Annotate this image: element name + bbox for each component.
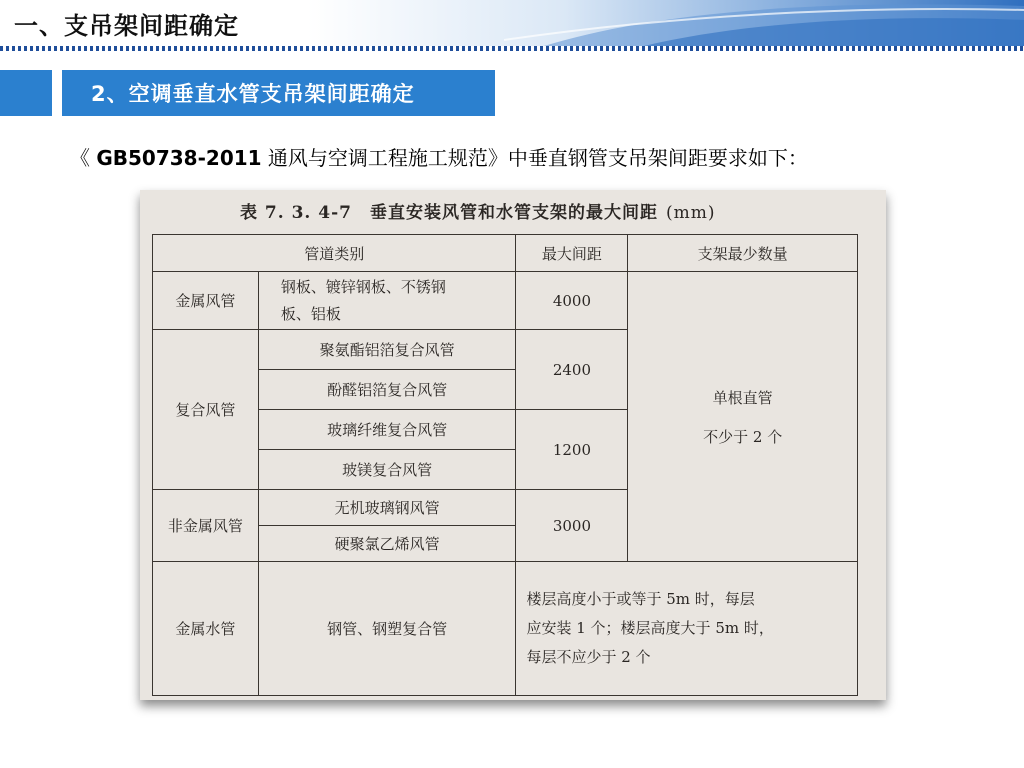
group-nonmetal-duct: 非金属风管 <box>153 490 259 562</box>
water-note-line3: 每层不应少于 2 个 <box>526 648 651 667</box>
cell-value-1200: 1200 <box>516 410 628 490</box>
cell-water-note <box>516 562 858 696</box>
cell-steel-sheet-line1: 钢板、镀锌钢板、不锈钢 <box>280 277 446 296</box>
cell-rigid-pvc: 硬聚氯乙烯风管 <box>258 526 516 562</box>
header-pipe-type: 管道类别 <box>153 235 516 272</box>
water-note-line2: 应安装 1 个；楼层高度大于 5m 时， <box>526 618 774 637</box>
cell-value-4000: 4000 <box>516 272 628 330</box>
cell-min-supports <box>628 272 858 562</box>
group-composite-duct: 复合风管 <box>153 330 259 490</box>
intro-code: GB50738-2011 <box>96 146 262 170</box>
scanned-table-image <box>140 190 886 700</box>
cell-pu-foil: 聚氨酯铝箔复合风管 <box>258 330 516 370</box>
cell-inorganic-frp: 无机玻璃钢风管 <box>258 490 516 526</box>
header-min-supports: 支架最少数量 <box>628 235 858 272</box>
cell-min-supports-line2: 不少于 2 个 <box>703 427 783 446</box>
table-caption <box>240 198 715 223</box>
intro-text <box>70 142 808 171</box>
table-row <box>153 272 858 330</box>
table-header-row <box>153 235 858 272</box>
cell-value-2400: 2400 <box>516 330 628 410</box>
section-label-box <box>62 70 495 116</box>
header-max-spacing: 最大间距 <box>516 235 628 272</box>
group-metal-duct: 金属风管 <box>153 272 259 330</box>
cell-steel-sheet <box>258 272 516 330</box>
cell-value-3000: 3000 <box>516 490 628 562</box>
section-title: 2、空调垂直水管支吊架间距确定 <box>91 82 415 106</box>
cell-glass-mag: 玻镁复合风管 <box>258 450 516 490</box>
water-note-line1: 楼层高度小于或等于 5m 时，每层 <box>526 589 755 608</box>
header-swoosh-decoration <box>504 0 1024 46</box>
cell-min-supports-line1: 单根直管 <box>712 388 773 407</box>
intro-body: 通风与空调工程施工规范》中垂直钢管支吊架间距要求如下： <box>261 146 808 170</box>
header-band <box>0 0 1024 46</box>
table-caption-text: 表 7. 3. 4-7 垂直安装风管和水管支架的最大间距 <box>240 203 658 223</box>
group-metal-water: 金属水管 <box>153 562 259 696</box>
section-accent-block <box>0 70 52 116</box>
page-title: 一、支吊架间距确定 <box>14 12 239 40</box>
cell-glass-fiber: 玻璃纤维复合风管 <box>258 410 516 450</box>
cell-phenolic-foil: 酚醛铝箔复合风管 <box>258 370 516 410</box>
table-unit: (mm) <box>665 203 716 223</box>
header-dotted-line <box>0 46 1024 51</box>
intro-prefix: 《 <box>70 146 97 170</box>
cell-steel-pipe: 钢管、钢塑复合管 <box>258 562 516 696</box>
spacing-table <box>152 234 858 696</box>
cell-steel-sheet-line2: 板、铝板 <box>280 304 341 323</box>
table-row <box>153 562 858 696</box>
